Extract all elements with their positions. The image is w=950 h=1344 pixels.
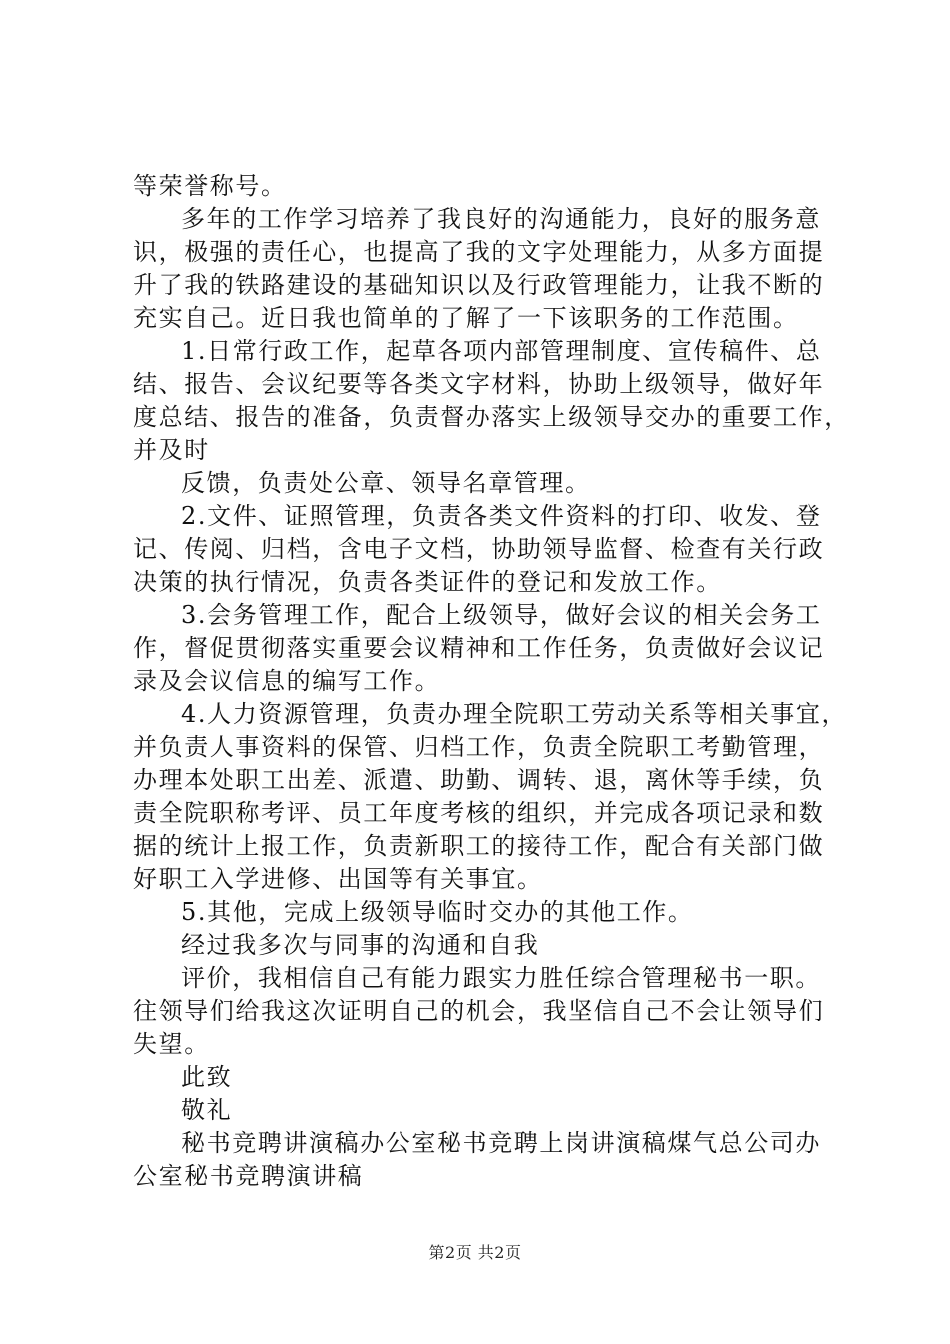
text-line: 往领导们给我这次证明自己的机会，我坚信自己不会让领导们 bbox=[133, 997, 825, 1025]
text-line: 据的统计上报工作，负责新职工的接待工作，配合有关部门做 bbox=[133, 832, 825, 860]
text-line: 此致 bbox=[181, 1063, 233, 1091]
text-line: 敬礼 bbox=[181, 1096, 233, 1124]
text-line: 5.其他，完成上级领导临时交办的其他工作。 bbox=[181, 898, 694, 926]
text-line: 等荣誉称号。 bbox=[133, 172, 287, 200]
page-footer: 第2页 共2页 bbox=[428, 1243, 522, 1262]
text-line: 2.文件、证照管理，负责各类文件资料的打印、收发、登 bbox=[181, 502, 822, 530]
text-line: 并负责人事资料的保管、归档工作，负责全院职工考勤管理， bbox=[133, 733, 825, 761]
text-line: 结、报告、会议纪要等各类文字材料，协助上级领导，做好年 bbox=[133, 370, 825, 398]
text-line: 秘书竞聘讲演稿办公室秘书竞聘上岗讲演稿煤气总公司办 bbox=[181, 1129, 821, 1157]
text-line: 充实自己。近日我也简单的了解了一下该职务的工作范围。 bbox=[133, 304, 799, 332]
text-line: 反馈，负责处公章、领导名章管理。 bbox=[181, 469, 591, 497]
text-line: 3.会务管理工作，配合上级领导，做好会议的相关会务工 bbox=[181, 601, 822, 629]
text-line: 决策的执行情况，负责各类证件的登记和发放工作。 bbox=[133, 568, 722, 596]
document-body bbox=[133, 170, 850, 1193]
text-line: 办理本处职工出差、派遣、助勤、调转、退，离休等手续，负 bbox=[133, 766, 825, 794]
text-line: 公室秘书竞聘演讲稿 bbox=[133, 1162, 364, 1190]
text-line: 经过我多次与同事的沟通和自我 bbox=[181, 931, 540, 959]
text-line: 度总结、报告的准备，负责督办落实上级领导交办的重要工作， bbox=[133, 403, 850, 431]
text-line: 好职工入学进修、出国等有关事宜。 bbox=[133, 865, 543, 893]
text-line: 1.日常行政工作，起草各项内部管理制度、宣传稿件、总 bbox=[181, 337, 822, 365]
text-line: 失望。 bbox=[133, 1030, 210, 1058]
text-line: 责全院职称考评、员工年度考核的组织，并完成各项记录和数 bbox=[133, 799, 825, 827]
text-line: 作，督促贯彻落实重要会议精神和工作任务，负责做好会议记 bbox=[133, 634, 825, 662]
text-line: 多年的工作学习培养了我良好的沟通能力，良好的服务意 bbox=[181, 205, 821, 233]
text-line: 录及会议信息的编写工作。 bbox=[133, 667, 441, 695]
text-line: 4.人力资源管理，负责办理全院职工劳动关系等相关事宜， bbox=[181, 700, 848, 728]
text-line: 识，极强的责任心，也提高了我的文字处理能力，从多方面提 bbox=[133, 238, 825, 266]
text-line: 升了我的铁路建设的基础知识以及行政管理能力，让我不断的 bbox=[133, 271, 825, 299]
text-line: 记、传阅、归档，含电子文档，协助领导监督、检查有关行政 bbox=[133, 535, 825, 563]
text-line: 并及时 bbox=[133, 436, 210, 464]
text-line: 评价，我相信自己有能力跟实力胜任综合管理秘书一职。 bbox=[181, 964, 821, 992]
